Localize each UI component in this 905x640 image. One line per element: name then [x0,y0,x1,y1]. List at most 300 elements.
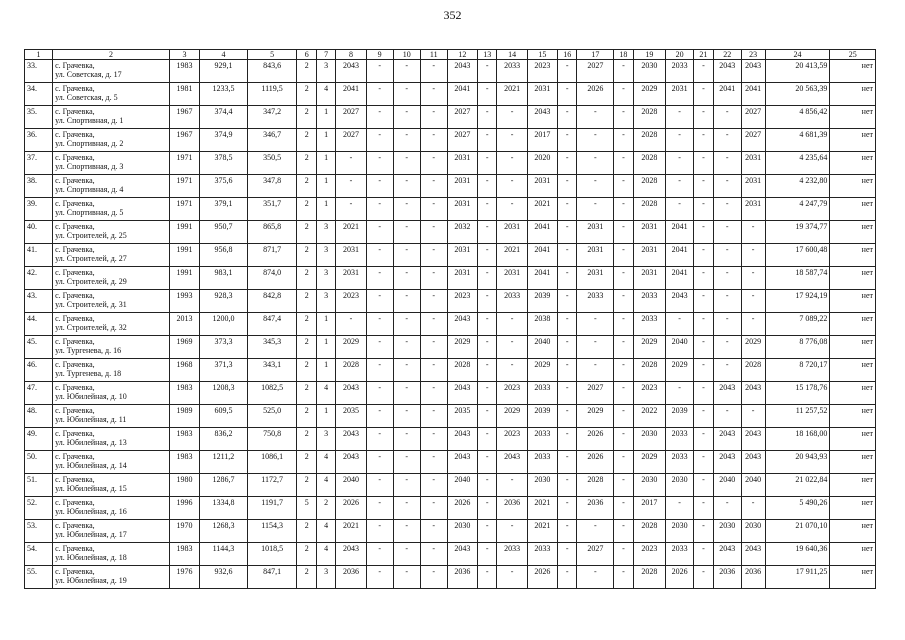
data-cell: 2040 [666,336,694,359]
data-cell: - [557,221,576,244]
data-cell: - [478,497,497,520]
data-cell: 2033 [497,543,527,566]
data-cell: 843,6 [247,60,297,83]
data-cell: 2031 [577,221,614,244]
data-cell: - [393,106,420,129]
data-cell: - [614,175,633,198]
data-cell: - [478,221,497,244]
data-cell: 1993 [169,290,199,313]
data-cell: - [497,152,527,175]
data-cell: - [497,474,527,497]
data-cell: - [713,313,741,336]
data-cell: 2 [297,60,316,83]
data-cell: 2043 [741,451,765,474]
data-cell: - [557,175,576,198]
status-cell: нет [830,106,876,129]
data-cell: 3 [316,290,335,313]
data-cell: 2039 [527,405,557,428]
data-cell: 525,0 [247,405,297,428]
data-cell: - [336,175,366,198]
data-cell: - [366,290,393,313]
data-cell: 1233,5 [200,83,248,106]
status-cell: нет [830,428,876,451]
table-row [25,198,876,221]
data-cell: 3 [316,221,335,244]
address-cell [53,359,170,382]
data-cell: 2033 [633,290,665,313]
data-cell: 345,3 [247,336,297,359]
data-cell: 2027 [577,60,614,83]
data-cell: 2020 [527,152,557,175]
data-cell: - [393,520,420,543]
data-cell: - [393,313,420,336]
data-cell: 2043 [447,313,477,336]
address-line: ул. Спортивная, д. 4 [55,185,124,194]
data-cell: 2032 [447,221,477,244]
data-cell: 2026 [666,566,694,589]
data-cell: 1086,1 [247,451,297,474]
data-cell: 2043 [336,428,366,451]
data-cell: 1 [316,405,335,428]
address-line: с. Грачевка, [55,429,95,438]
address-cell [53,566,170,589]
data-cell: 4 [316,543,335,566]
data-cell: - [694,313,713,336]
address-cell [53,60,170,83]
data-cell: - [577,175,614,198]
column-number-header: 23 [741,50,765,60]
data-cell: - [478,244,497,267]
status-cell: нет [830,60,876,83]
data-cell: - [420,474,447,497]
table-row [25,83,876,106]
table-row [25,336,876,359]
data-cell: 929,1 [200,60,248,83]
data-cell: 2033 [497,60,527,83]
data-cell: 1989 [169,405,199,428]
address-line: с. Грачевка, [55,314,95,323]
data-cell: - [614,566,633,589]
address-line: ул. Строителей, д. 27 [55,254,127,263]
data-cell: 950,7 [200,221,248,244]
column-number-header: 22 [713,50,741,60]
data-cell: 4 [316,520,335,543]
status-cell: нет [830,405,876,428]
data-cell: 378,5 [200,152,248,175]
data-cell: 1334,8 [200,497,248,520]
address-line: с. Грачевка, [55,452,95,461]
address-cell [53,428,170,451]
data-cell: 2026 [577,428,614,451]
data-cell: 2030 [666,474,694,497]
data-cell: 2043 [713,382,741,405]
cost-cell: 17 911,25 [765,566,830,589]
data-cell: 2036 [336,566,366,589]
data-cell: 2022 [633,405,665,428]
column-number-header: 5 [247,50,297,60]
data-cell: - [577,129,614,152]
address-line: ул. Строителей, д. 31 [55,300,127,309]
data-cell: - [557,106,576,129]
cost-cell: 11 257,52 [765,405,830,428]
data-cell: - [420,83,447,106]
data-cell: - [497,566,527,589]
data-cell: 2029 [633,83,665,106]
data-cell: 1191,7 [247,497,297,520]
data-cell: 2031 [633,267,665,290]
data-cell: - [557,129,576,152]
data-cell: 1983 [169,428,199,451]
data-cell: - [393,60,420,83]
data-cell: 842,8 [247,290,297,313]
address-line: с. Грачевка, [55,199,95,208]
data-cell: 3 [316,244,335,267]
data-cell: 1981 [169,83,199,106]
data-cell: 2 [297,428,316,451]
data-cell: - [366,313,393,336]
data-cell: 2040 [713,474,741,497]
data-cell: - [614,520,633,543]
data-cell: 2043 [497,451,527,474]
data-cell: 2043 [527,106,557,129]
data-cell: 2031 [741,152,765,175]
address-cell [53,290,170,313]
data-cell: - [694,520,713,543]
data-cell: 2023 [336,290,366,313]
data-cell: 2043 [447,382,477,405]
column-number-header: 20 [666,50,694,60]
data-cell: 2029 [633,451,665,474]
table-row [25,382,876,405]
data-cell: - [420,451,447,474]
data-cell: 865,8 [247,221,297,244]
data-cell: 2043 [713,543,741,566]
data-cell: 2033 [527,382,557,405]
data-cell: - [694,405,713,428]
row-number-cell: 42. [25,267,53,290]
data-cell: - [694,60,713,83]
data-cell: 2 [297,290,316,313]
data-cell: 2031 [633,221,665,244]
data-cell: - [393,198,420,221]
data-cell: 2028 [577,474,614,497]
data-cell: - [614,129,633,152]
data-cell: - [336,152,366,175]
data-cell: 1154,3 [247,520,297,543]
data-cell: - [557,336,576,359]
address-line: с. Грачевка, [55,222,95,231]
data-cell: 2 [297,520,316,543]
data-cell: 2031 [666,83,694,106]
address-cell [53,474,170,497]
data-cell: - [478,175,497,198]
data-cell: 2 [297,267,316,290]
cost-cell: 20 943,93 [765,451,830,474]
row-number-cell: 46. [25,359,53,382]
data-cell: - [478,267,497,290]
data-cell: - [497,520,527,543]
data-cell: 2031 [336,244,366,267]
row-number-cell: 43. [25,290,53,313]
row-number-cell: 53. [25,520,53,543]
address-line: ул. Спортивная, д. 1 [55,116,124,125]
data-cell: 373,3 [200,336,248,359]
data-cell: - [614,267,633,290]
data-cell: 2033 [666,451,694,474]
address-cell [53,497,170,520]
data-cell: - [614,543,633,566]
data-cell: 2035 [447,405,477,428]
status-cell: нет [830,474,876,497]
address-line: ул. Строителей, д. 25 [55,231,127,240]
address-line: с. Грачевка, [55,61,95,70]
data-cell: 2031 [741,175,765,198]
data-cell: - [497,336,527,359]
data-cell: - [577,336,614,359]
data-cell: - [478,566,497,589]
data-cell: 2031 [447,198,477,221]
data-cell: - [420,267,447,290]
column-number-header: 18 [614,50,633,60]
data-cell: 2 [297,336,316,359]
data-cell: 346,7 [247,129,297,152]
column-number-header: 2 [53,50,170,60]
data-cell: - [393,474,420,497]
address-line: с. Грачевка, [55,337,95,346]
data-cell: 2 [297,543,316,566]
row-number-cell: 36. [25,129,53,152]
data-cell: - [741,290,765,313]
data-cell: - [694,221,713,244]
data-cell: - [713,221,741,244]
data-cell: 2043 [713,60,741,83]
data-cell: - [557,566,576,589]
table-row [25,290,876,313]
data-cell: 1 [316,198,335,221]
cost-cell: 4 235,64 [765,152,830,175]
data-cell: 2028 [633,129,665,152]
data-cell: - [557,152,576,175]
data-cell: - [366,244,393,267]
cost-cell: 8 720,17 [765,359,830,382]
data-cell: 2031 [497,267,527,290]
data-cell: 2043 [713,451,741,474]
data-cell: 2029 [577,405,614,428]
data-cell: 2033 [577,290,614,313]
data-cell: 2031 [577,267,614,290]
data-cell: 2043 [713,428,741,451]
address-cell [53,129,170,152]
data-cell: 1 [316,129,335,152]
data-cell: 2041 [527,244,557,267]
cost-cell: 8 776,08 [765,336,830,359]
data-cell: - [557,313,576,336]
address-line: с. Грачевка, [55,268,95,277]
data-cell: - [713,129,741,152]
data-cell: 1991 [169,267,199,290]
data-cell: 2041 [336,83,366,106]
status-cell: нет [830,451,876,474]
data-cell: 2 [297,198,316,221]
data-cell: 2033 [527,428,557,451]
data-cell: - [666,129,694,152]
data-cell: 2 [297,175,316,198]
table-row [25,543,876,566]
data-cell: - [713,244,741,267]
data-cell: - [366,175,393,198]
data-cell: 2040 [527,336,557,359]
data-cell: - [666,382,694,405]
data-cell: - [713,106,741,129]
data-cell: 2031 [447,152,477,175]
address-line: ул. Спортивная, д. 2 [55,139,124,148]
status-cell: нет [830,382,876,405]
data-cell: 1 [316,313,335,336]
cost-cell: 4 247,79 [765,198,830,221]
data-cell: 932,6 [200,566,248,589]
data-cell: - [614,382,633,405]
status-cell: нет [830,566,876,589]
data-cell: - [366,359,393,382]
address-line: ул. Юбилейная, д. 14 [55,461,127,470]
cost-cell: 19 374,77 [765,221,830,244]
data-cell: - [577,359,614,382]
data-cell: 2029 [633,336,665,359]
data-cell: 1970 [169,520,199,543]
data-cell: 2030 [633,428,665,451]
data-cell: 983,1 [200,267,248,290]
data-cell: - [420,221,447,244]
data-cell: 2033 [666,543,694,566]
data-cell: - [694,336,713,359]
data-cell: 374,4 [200,106,248,129]
data-cell: - [557,359,576,382]
address-cell [53,267,170,290]
table-row [25,405,876,428]
data-cell: - [420,405,447,428]
cost-cell: 7 089,22 [765,313,830,336]
data-cell: 2031 [633,244,665,267]
data-cell: - [614,152,633,175]
data-cell: 2027 [447,129,477,152]
data-cell: 2023 [527,60,557,83]
data-cell: - [614,244,633,267]
data-cell: 375,6 [200,175,248,198]
data-cell: - [366,543,393,566]
address-line: с. Грачевка, [55,521,95,530]
page-number: 352 [443,8,462,22]
data-cell: - [393,497,420,520]
address-line: ул. Юбилейная, д. 13 [55,438,127,447]
data-cell: - [393,428,420,451]
data-cell: 1286,7 [200,474,248,497]
data-cell: - [478,382,497,405]
data-cell: 2021 [336,520,366,543]
data-cell: - [614,313,633,336]
data-cell: - [478,106,497,129]
address-line: с. Грачевка, [55,383,95,392]
data-cell: - [420,566,447,589]
data-cell: 2043 [447,60,477,83]
data-cell: - [393,336,420,359]
data-cell: - [557,198,576,221]
data-cell: 956,8 [200,244,248,267]
status-cell: нет [830,336,876,359]
data-cell: 1200,0 [200,313,248,336]
data-cell: 347,8 [247,175,297,198]
data-cell: - [741,267,765,290]
data-cell: - [577,152,614,175]
data-cell: 1018,5 [247,543,297,566]
data-cell: 2043 [336,382,366,405]
data-cell: 2030 [633,474,665,497]
data-cell: - [557,60,576,83]
address-line: ул. Юбилейная, д. 17 [55,530,127,539]
table-row [25,221,876,244]
data-cell: - [713,336,741,359]
address-line: ул. Тургенева, д. 16 [55,346,122,355]
data-cell: 2030 [633,60,665,83]
cost-cell: 21 022,84 [765,474,830,497]
column-number-header: 7 [316,50,335,60]
data-cell: 2028 [633,198,665,221]
address-line: ул. Тургенева, д. 18 [55,369,122,378]
data-cell: - [577,566,614,589]
data-cell: - [393,566,420,589]
data-cell: - [694,543,713,566]
data-cell: 2028 [447,359,477,382]
data-cell: - [366,382,393,405]
data-cell: 847,1 [247,566,297,589]
data-cell: 2021 [527,497,557,520]
address-cell [53,451,170,474]
data-cell: - [336,313,366,336]
table-row [25,451,876,474]
data-cell: 350,5 [247,152,297,175]
data-cell: - [366,221,393,244]
data-cell: 2030 [713,520,741,543]
data-cell: 2021 [527,198,557,221]
data-cell: 1971 [169,198,199,221]
data-cell: 2033 [633,313,665,336]
row-number-cell: 41. [25,244,53,267]
data-cell: 2023 [497,428,527,451]
data-cell: - [366,474,393,497]
data-cell: - [694,451,713,474]
data-cell: 1211,2 [200,451,248,474]
data-cell: - [557,520,576,543]
data-cell: - [478,83,497,106]
data-cell: 1983 [169,543,199,566]
data-cell: 2043 [741,60,765,83]
data-cell: 847,4 [247,313,297,336]
data-cell: 351,7 [247,198,297,221]
data-cell: - [366,267,393,290]
data-cell: 2 [297,566,316,589]
data-cell: - [666,152,694,175]
address-line: с. Грачевка, [55,406,95,415]
address-cell [53,336,170,359]
data-cell: 2 [297,382,316,405]
data-cell: 2030 [666,520,694,543]
data-cell: - [557,451,576,474]
data-cell: 2040 [741,474,765,497]
data-cell: 2 [297,221,316,244]
data-cell: - [666,106,694,129]
data-cell: 2026 [577,451,614,474]
data-cell: - [577,520,614,543]
data-cell: 2041 [527,267,557,290]
